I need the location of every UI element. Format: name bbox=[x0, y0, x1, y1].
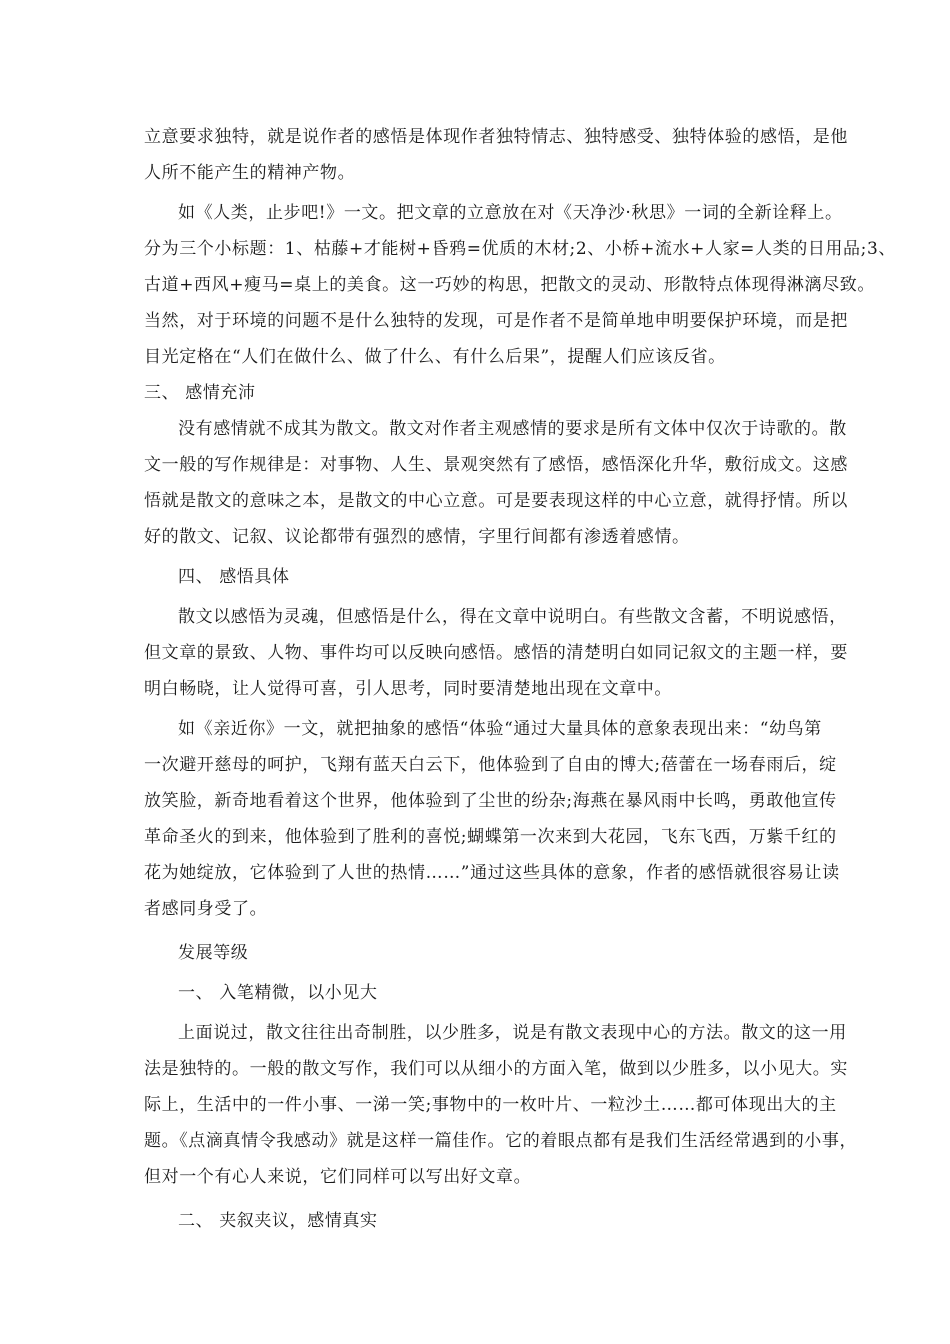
paragraph-line: 立意要求独特，就是说作者的感悟是体现作者独特情志、独特感受、独特体验的感悟，是他 bbox=[144, 127, 848, 147]
section-heading: 发展等级 bbox=[178, 943, 249, 963]
paragraph-line: 没有感情就不成其为散文。散文对作者主观感情的要求是所有文体中仅次于诗歌的。散 bbox=[178, 419, 847, 439]
paragraph-line: 上面说过，散文往往出奇制胜，以少胜多，说是有散文表现中心的方法。散文的这一用 bbox=[178, 1023, 847, 1043]
section-heading: 三、 感情充沛 bbox=[144, 383, 256, 403]
paragraph-line: 古道+西风+瘦马=桌上的美食。这一巧妙的构思，把散文的灵动、形散特点体现得淋漓尽致。 bbox=[144, 275, 875, 295]
paragraph-line: 好的散文、记叙、议论都带有强烈的感情，字里行间都有渗透着感情。 bbox=[144, 527, 690, 547]
paragraph-line: 明白畅晓，让人觉得可喜，引人思考，同时要清楚地出现在文章中。 bbox=[144, 679, 672, 699]
paragraph-line: 悟就是散文的意味之本，是散文的中心立意。可是要表现这样的中心立意，就得抒情。所以 bbox=[144, 491, 848, 511]
paragraph-line: 如《亲近你》一文，就把抽象的感悟“体验“通过大量具体的意象表现出来：“幼鸟第 bbox=[178, 719, 822, 739]
paragraph-line: 当然，对于环境的问题不是什么独特的发现，可是作者不是简单地申明要保护环境，而是把 bbox=[144, 311, 848, 331]
section-heading: 一、 入笔精微，以小见大 bbox=[178, 983, 378, 1003]
paragraph-line: 一次避开慈母的呵护，飞翔有蓝天白云下，他体验到了自由的博大;蓓蕾在一场春雨后，绽 bbox=[144, 755, 837, 775]
paragraph-line: 者感同身受了。 bbox=[144, 899, 268, 919]
paragraph-line: 际上，生活中的一件小事、一涕一笑;事物中的一枚叶片、一粒沙土……都可体现出大的主 bbox=[144, 1095, 837, 1115]
paragraph-line: 如《人类，止步吧!》一文。把文章的立意放在对《天净沙·秋思》一词的全新诠释上。 bbox=[178, 203, 843, 223]
paragraph-line: 但文章的景致、人物、事件均可以反映向感悟。感悟的清楚明白如同记叙文的主题一样，要 bbox=[144, 643, 848, 663]
paragraph-line: 文一般的写作规律是：对事物、人生、景观突然有了感悟，感悟深化升华，敷衍成文。这感 bbox=[144, 455, 848, 475]
paragraph-line: 革命圣火的到来，他体验到了胜利的喜悦;蝴蝶第一次来到大花园，飞东飞西，万紫千红的 bbox=[144, 827, 837, 847]
section-heading: 四、 感悟具体 bbox=[178, 567, 290, 587]
paragraph-line: 法是独特的。一般的散文写作，我们可以从细小的方面入笔，做到以少胜多，以小见大。实 bbox=[144, 1059, 848, 1079]
paragraph-line: 目光定格在“人们在做什么、做了什么、有什么后果”，提醒人们应该反省。 bbox=[144, 347, 726, 367]
paragraph-line: 放笑脸，新奇地看着这个世界，他体验到了尘世的纷杂;海燕在暴风雨中长鸣，勇敢他宣传 bbox=[144, 791, 837, 811]
paragraph-line: 分为三个小标题：1、枯藤+才能树+昏鸦=优质的木材;2、小桥+流水+人家=人类的日用品;3、 bbox=[144, 239, 896, 259]
document-body bbox=[144, 119, 896, 1239]
paragraph-line: 散文以感悟为灵魂，但感悟是什么，得在文章中说明白。有些散文含蓄，不明说感悟， bbox=[178, 607, 847, 627]
paragraph-line: 人所不能产生的精神产物。 bbox=[144, 163, 356, 183]
section-heading: 二、 夹叙夹议，感情真实 bbox=[178, 1211, 378, 1231]
paragraph-line: 但对一个有心人来说，它们同样可以写出好文章。 bbox=[144, 1167, 532, 1187]
paragraph-line: 题。《点滴真情令我感动》就是这样一篇佳作。它的着眼点都有是我们生活经常遇到的小事， bbox=[144, 1131, 858, 1151]
paragraph-line: 花为她绽放，它体验到了人世的热情……”通过这些具体的意象，作者的感悟就很容易让读 bbox=[144, 863, 840, 883]
